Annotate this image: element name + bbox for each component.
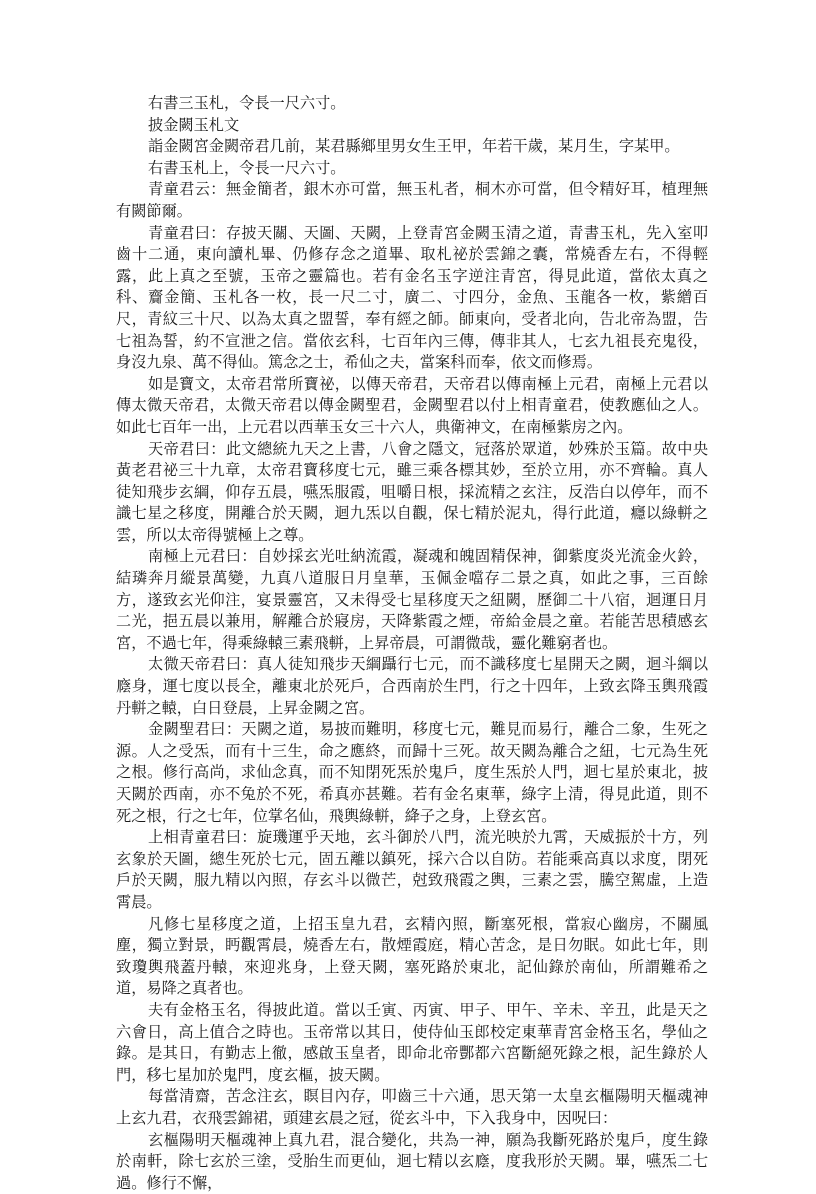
paragraph: 太微天帝君曰：真人徒知飛步天綱躡行七元，而不識移度七星開天之闕，迴斗綱以廕身，運七度以長全，離東北於死戶，合西南於生門，行之十四年，上致玄降玉輿飛霞丹軿之轅，白日登晨，上昇金闕之宮。: [116, 654, 708, 719]
paragraph: 天帝君曰：此文總統九天之上書，八會之隱文，冠落於眾道，妙殊於玉篇。故中央黃老君祕三十九章，太帝君寶移度七元，雖三乘各標其妙，至於立用，亦不齊輪。真人徒知飛步玄綱，仰存五晨，嚥炁服霞，咀嚼日根，採流精之玄注，反浩白以停年，而不識七星之移度，開離合於天闕，迴九炁以自觀，保七精於泥丸，得行此道，癮以綠軿之雲，所以太帝得號極上之尊。: [116, 439, 708, 547]
paragraph: 右書三玉札，令長一尺六寸。: [116, 93, 708, 115]
paragraph: 夫有金格玉名，得披此道。當以壬寅、丙寅、甲子、甲午、辛未、辛丑，此是天之六會日，高上值合之時也。玉帝常以其日，使侍仙玉郎校定東華青宮金格玉名，學仙之錄。是其日，有勤志上徹，感啟玉皇者，即命北帝酆都六宮斷絕死錄之根，記生錄於人門，移七星加於鬼門，度玄樞，披天闕。: [116, 1000, 708, 1086]
paragraph: 如是寶文，太帝君常所寶祕，以傳天帝君，天帝君以傳南極上元君，南極上元君以傳太微天帝君，太微天帝君以傳金闕聖君，金闕聖君以付上相青童君，使教應仙之人。如此七百年一出，上元君以西華玉女三十六人，典衛神文，在南極紫房之內。: [116, 374, 708, 439]
section-heading: 披金闕玉札文: [116, 115, 708, 137]
paragraph: 青童君曰：存披天關、天圖、天闕，上登青宮金闕玉清之道，青書玉札，先入室叩齒十二通，東向讀札畢、仍修存念之道畢、取札祕於雲錦之囊，常燒香左右，不得輕露，此上真之至號，玉帝之靈篇也。若有金名玉字逆注青宮，得見此道，當依太真之科、齎金簡、玉札各一枚，長一尺二寸，廣二、寸四分，金魚、玉龍各一枚，紫繒百尺，青紋三十尺、以為太真之盟誓，奉有經之師。師東向，受者北向，告北帝為盟，告七祖為誓，約不宣泄之信。當依玄科，七百年內三傳，傳非其人，七玄九祖長充鬼役，身沒九泉、萬不得仙。篤念之士，希仙之夫，當案科而奉，依文而修焉。: [116, 223, 708, 374]
paragraph: 右書玉札上，令長一尺六寸。: [116, 158, 708, 180]
paragraph: 金闕聖君曰：天闕之道，易披而難明，移度七元，難見而易行，離合二象，生死之源。人之受炁，而有十三生，命之應終，而歸十三死。故天闕為離合之紐，七元為生死之根。修行高尚，求仙念真，而不知閉死炁於鬼戶，度生炁於人門，迴七星於東北，披天闕於西南，亦不兔於不死，希真亦甚難。若有金名東華，綠字上清，得見此道，則不死之根，行之七年，位掌名仙，飛輿綠軿，絳子之身，上登玄宮。: [116, 719, 708, 827]
paragraph: 玄樞陽明天樞魂神上真九君，混合變化，共為一神，願為我斷死路於鬼戶，度生錄於南軒，除七玄於三塗，受胎生而更仙，迴七精以玄廕，度我形於天闕。畢，嚥炁二七過。修行不懈，: [116, 1130, 708, 1194]
paragraph: 凡修七星移度之道，上招玉皇九君，玄精內照，斷塞死根，當寂心幽房，不關風塵，獨立對景，眄觀霄晨，燒香左右，散煙霞庭，精心苦念，是日勿眠。如此七年，則致瓊輿飛蓋丹轅，來迎兆身，上登天闕，塞死路於東北，記仙錄於南仙，所謂難希之道，易降之真者也。: [116, 914, 708, 1000]
paragraph: 青童君云：無金簡者，銀木亦可當，無玉札者，桐木亦可當，但令精好耳，植理無有闕節爾。: [116, 179, 708, 222]
paragraph: 詣金闕宮金闕帝君几前，某君縣鄉里男女生王甲，年若干歲，某月生，字某甲。: [116, 136, 708, 158]
paragraph: 每當清齋，苦念注玄，瞑目內存，叩齒三十六通，思天第一太皇玄樞陽明天樞魂神上玄九君，衣飛雲錦裙，頭建玄晨之冠，從玄斗中，下入我身中，因呪曰：: [116, 1086, 708, 1129]
document-page: [116, 93, 708, 1194]
paragraph: 南極上元君曰：自妙採玄光吐納流霞，凝魂和魄固精保神，御紫度炎光流金火鈴，結璘奔月縱景萬變，九真八道服日月皇華，玉佩金噹存二景之真，如此之事，三百餘方，遂致玄光仰注，宴景靈宮，又未得受七星移度天之紐闕，歷御二十八宿，迴運日月二光，挹五晨以兼用，解離合於寢房，天降紫霞之煙，帝給金晨之童。若能苦思積感玄宮，不過七年，得乘綠轅三素飛軿，上昇帝晨，可謂微哉，靈化難窮者也。: [116, 546, 708, 654]
paragraph: 上相青童君曰：旋璣運乎天地，玄斗御於八門，流光映於九霄，天威振於十方，列玄象於天圖，總生死於七元，固五離以鎮死，採六合以自防。若能乘高真以求度，閉死戶於天闕，服九精以內照，存玄斗以微芒，尅致飛霞之輿，三素之雲，騰空駕虛，上造霄晨。: [116, 827, 708, 913]
